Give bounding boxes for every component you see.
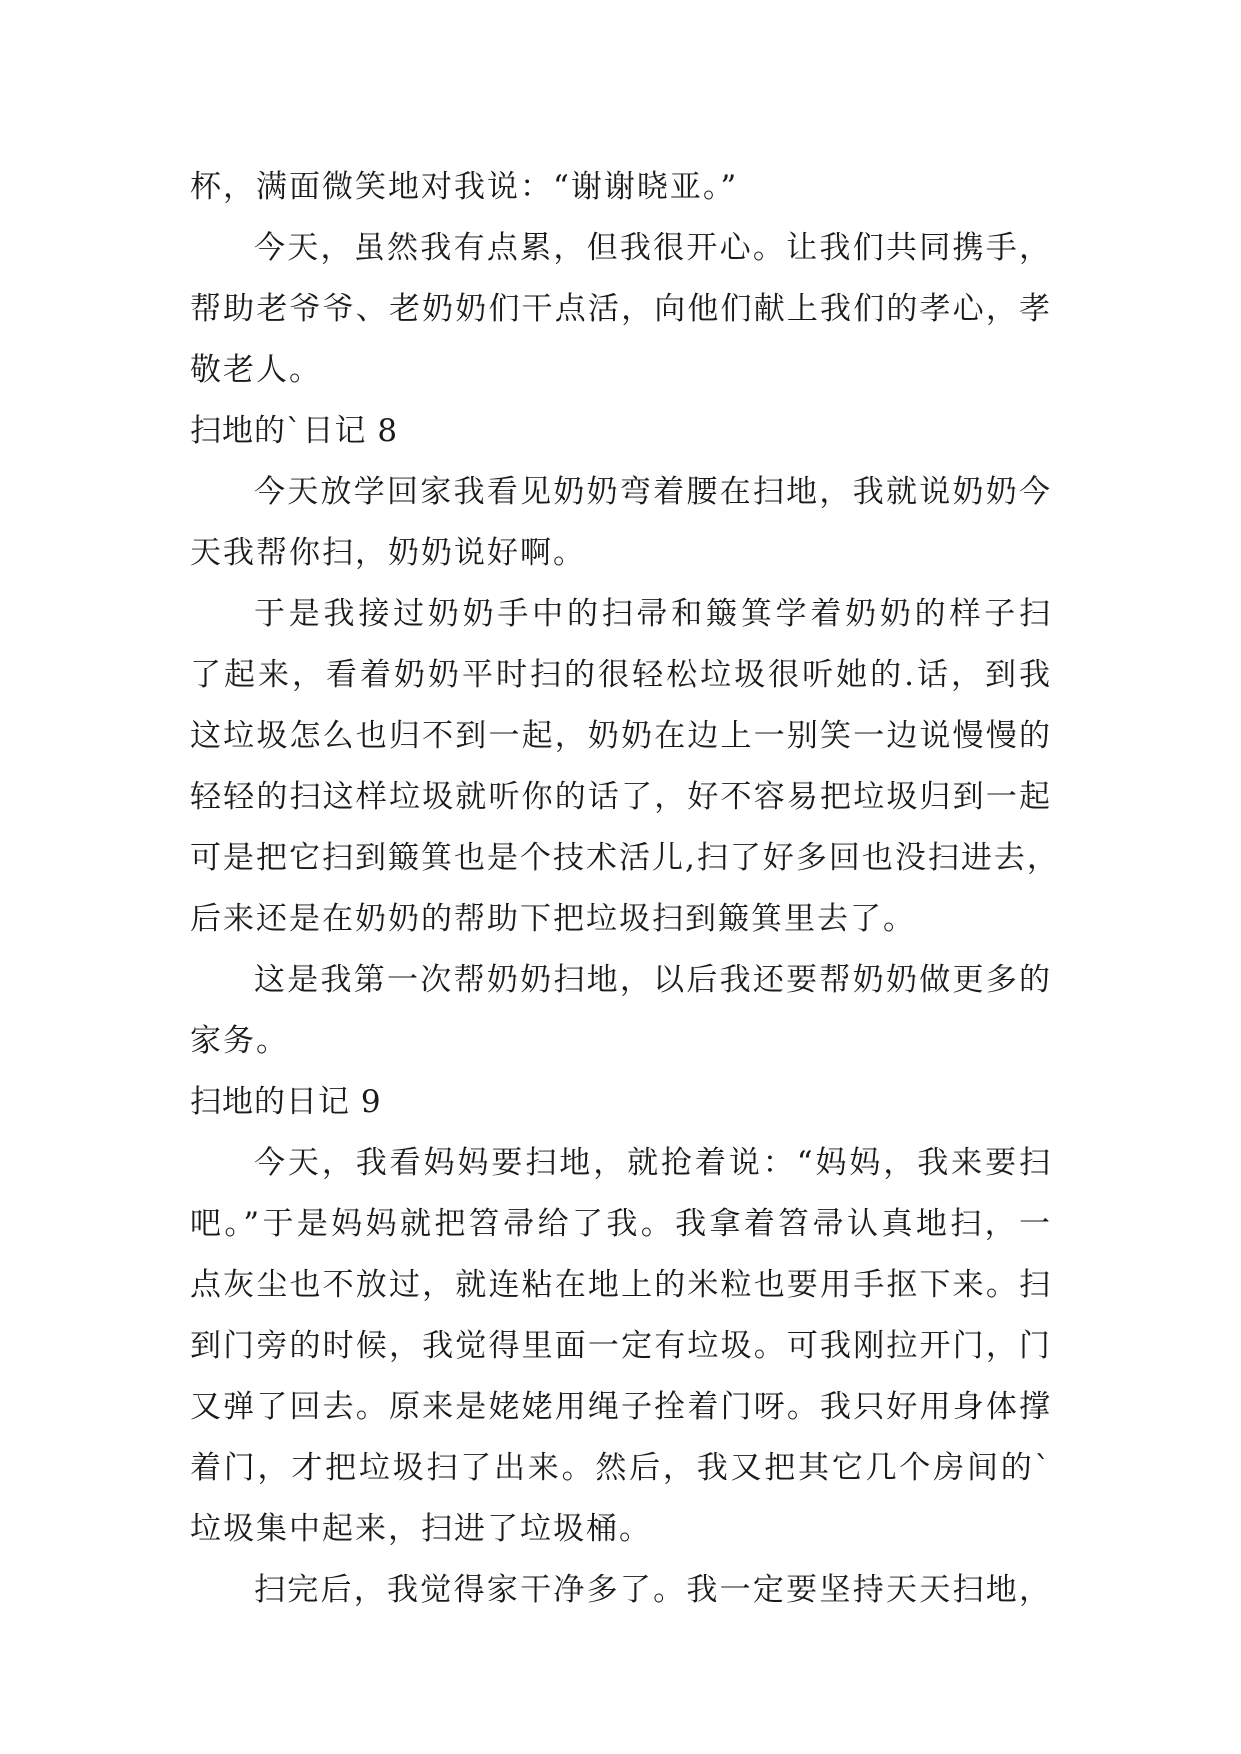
text-line: 轻轻的扫这样垃圾就听你的话了，好不容易把垃圾归到一起 xyxy=(190,779,1052,815)
text-line: 今天，虽然我有点累，但我很开心。让我们共同携手， xyxy=(254,230,1052,266)
text-line: 于是我接过奶奶手中的扫帚和簸箕学着奶奶的样子扫 xyxy=(254,596,1052,632)
text-line: 帮助老爷爷、老奶奶们干点活，向他们献上我们的孝心，孝 xyxy=(190,291,1052,327)
text-line: 今天放学回家我看见奶奶弯着腰在扫地，我就说奶奶今 xyxy=(254,474,1052,510)
text-line: 天我帮你扫，奶奶说好啊。 xyxy=(190,535,586,571)
text-line: 这垃圾怎么也归不到一起，奶奶在边上一别笑一边说慢慢的 xyxy=(190,718,1052,754)
section-heading: 扫地的`日记 8 xyxy=(190,413,399,449)
document-body xyxy=(190,157,1060,1621)
text-line: 着门，才把垃圾扫了出来。然后，我又把其它几个房间的` xyxy=(190,1450,1052,1486)
text-line: 家务。 xyxy=(190,1023,289,1059)
text-line: 扫完后，我觉得家干净多了。我一定要坚持天天扫地， xyxy=(254,1572,1052,1608)
text-line: 可是把它扫到簸箕也是个技术活儿,扫了好多回也没扫进去， xyxy=(190,840,1060,876)
text-line: 敬老人。 xyxy=(190,352,322,388)
text-line: 点灰尘也不放过，就连粘在地上的米粒也要用手抠下来。扫 xyxy=(190,1267,1052,1303)
text-line: 吧。”于是妈妈就把笤帚给了我。我拿着笤帚认真地扫，一 xyxy=(190,1206,1052,1242)
text-line: 杯，满面微笑地对我说：“谢谢晓亚。” xyxy=(190,169,739,205)
text-line: 到门旁的时候，我觉得里面一定有垃圾。可我刚拉开门，门 xyxy=(190,1328,1052,1364)
text-line: 今天，我看妈妈要扫地，就抢着说：“妈妈，我来要扫 xyxy=(254,1145,1052,1181)
text-line: 后来还是在奶奶的帮助下把垃圾扫到簸箕里去了。 xyxy=(190,901,916,937)
text-line: 垃圾集中起来，扫进了垃圾桶。 xyxy=(190,1511,652,1547)
text-line: 这是我第一次帮奶奶扫地，以后我还要帮奶奶做更多的 xyxy=(254,962,1052,998)
section-heading: 扫地的日记 9 xyxy=(190,1084,382,1120)
text-line: 又弹了回去。原来是姥姥用绳子拴着门呀。我只好用身体撑 xyxy=(190,1389,1052,1425)
text-line: 了起来，看着奶奶平时扫的很轻松垃圾很听她的.话，到我 xyxy=(190,657,1052,693)
